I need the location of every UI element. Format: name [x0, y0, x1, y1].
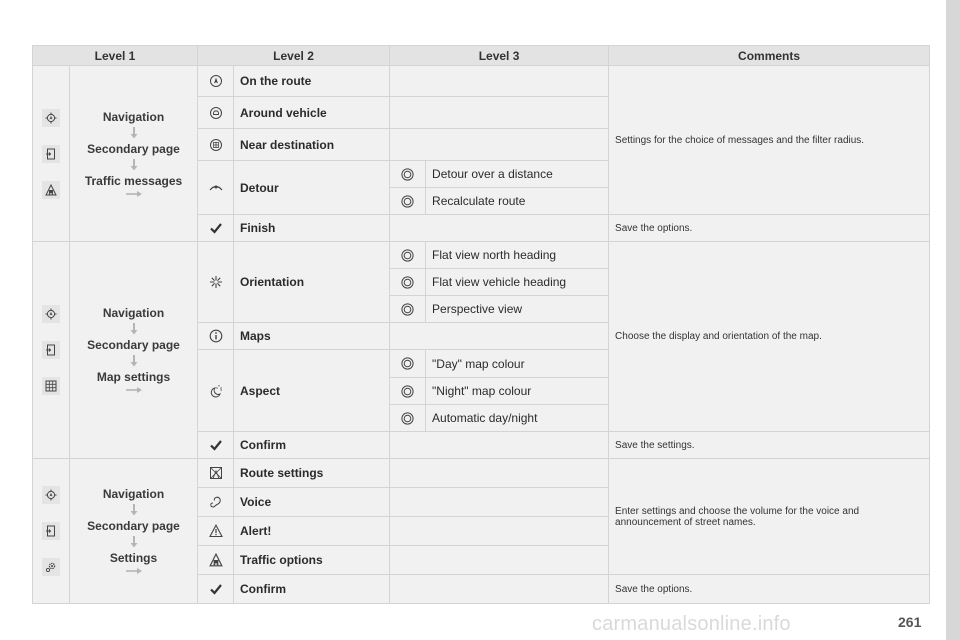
- level2-label: Route settings: [234, 459, 390, 488]
- traffic-icon: [198, 546, 234, 575]
- secondary-page-icon: [42, 341, 60, 359]
- option-icon: [390, 378, 426, 405]
- comment-main: Settings for the choice of messages and the filter radius.: [609, 66, 930, 215]
- header-level3: Level 3: [390, 46, 609, 66]
- level1-menu-path: [70, 459, 198, 604]
- level1-menu-path: [70, 242, 198, 459]
- level1-icons: [33, 242, 70, 459]
- menu-path-item: Traffic messages: [84, 173, 183, 188]
- arrow-right-icon: [125, 386, 143, 394]
- level3-empty: [390, 517, 609, 546]
- watermark: carmanualsonline.info: [592, 613, 791, 635]
- level3-option: Automatic day/night: [426, 405, 609, 432]
- arrow-down-icon: [129, 159, 139, 171]
- option-icon: [390, 188, 426, 215]
- level1-icons: [33, 66, 70, 242]
- level2-label: Around vehicle: [234, 97, 390, 129]
- level2-label: Confirm: [234, 432, 390, 459]
- header-comments: Comments: [609, 46, 930, 66]
- option-icon: [390, 296, 426, 323]
- table-row: [33, 459, 930, 488]
- option-icon: [390, 161, 426, 188]
- level2-label: Traffic options: [234, 546, 390, 575]
- day-night-icon: [198, 350, 234, 432]
- level2-label: Near destination: [234, 129, 390, 161]
- arrow-down-icon: [129, 536, 139, 548]
- traffic-icon: [42, 181, 60, 199]
- level3-empty: [390, 97, 609, 129]
- table-row: [33, 66, 930, 97]
- level3-empty: [390, 575, 609, 604]
- option-icon: [390, 405, 426, 432]
- alert-icon: [198, 517, 234, 546]
- level3-option: Recalculate route: [426, 188, 609, 215]
- level2-label: On the route: [234, 66, 390, 97]
- voice-icon: [198, 488, 234, 517]
- level2-label: Maps: [234, 323, 390, 350]
- arrow-down-icon: [129, 127, 139, 139]
- page-number: 261: [898, 614, 922, 630]
- level3-empty: [390, 546, 609, 575]
- comment-main: Enter settings and choose the volume for the voice and announcement of street names.: [609, 459, 930, 575]
- level1-icons: [33, 459, 70, 604]
- menu-path-item: Map settings: [96, 370, 171, 384]
- table-row: [33, 242, 930, 269]
- level3-empty: [390, 323, 609, 350]
- route-settings-icon: [198, 459, 234, 488]
- header-level2: Level 2: [198, 46, 390, 66]
- menu-path-item: Secondary page: [87, 338, 180, 352]
- level3-empty: [390, 432, 609, 459]
- check-icon: [198, 575, 234, 604]
- level3-empty: [390, 459, 609, 488]
- menu-path-item: Secondary page: [87, 141, 180, 156]
- on-route-icon: [198, 66, 234, 97]
- option-icon: [390, 350, 426, 378]
- level3-option: Flat view vehicle heading: [426, 269, 609, 296]
- comment-main: Choose the display and orientation of the map.: [609, 242, 930, 432]
- check-icon: [198, 432, 234, 459]
- menu-path-item: Navigation: [102, 487, 165, 501]
- arrow-down-icon: [129, 323, 139, 335]
- level2-label: Aspect: [234, 350, 390, 432]
- level2-label: Finish: [234, 215, 390, 242]
- navigation-icon: [42, 109, 60, 127]
- orientation-icon: [198, 242, 234, 323]
- navigation-icon: [42, 305, 60, 323]
- level3-option: Perspective view: [426, 296, 609, 323]
- near-destination-icon: [198, 129, 234, 161]
- level2-label: Voice: [234, 488, 390, 517]
- settings-table: [32, 45, 930, 604]
- level2-label: Orientation: [234, 242, 390, 323]
- level3-option: "Night" map colour: [426, 378, 609, 405]
- menu-path-item: Navigation: [102, 109, 165, 124]
- arrow-down-icon: [129, 355, 139, 367]
- level3-empty: [390, 66, 609, 97]
- level2-label: Alert!: [234, 517, 390, 546]
- around-vehicle-icon: [198, 97, 234, 129]
- check-icon: [198, 215, 234, 242]
- level3-option: Detour over a distance: [426, 161, 609, 188]
- comment-save: Save the options.: [609, 575, 930, 604]
- menu-path-item: Settings: [109, 551, 158, 565]
- level2-label: Confirm: [234, 575, 390, 604]
- info-icon: [198, 323, 234, 350]
- level1-menu-path: [70, 66, 198, 242]
- settings-gear-icon: [42, 558, 60, 576]
- navigation-icon: [42, 486, 60, 504]
- page-edge-bar: [946, 0, 960, 640]
- comment-save: Save the options.: [609, 215, 930, 242]
- secondary-page-icon: [42, 145, 60, 163]
- arrow-right-icon: [125, 190, 143, 198]
- level3-empty: [390, 215, 609, 242]
- level2-label: Detour: [234, 161, 390, 215]
- level3-option: Flat view north heading: [426, 242, 609, 269]
- menu-path-item: Secondary page: [87, 519, 180, 533]
- secondary-page-icon: [42, 522, 60, 540]
- header-level1: Level 1: [33, 46, 198, 66]
- option-icon: [390, 269, 426, 296]
- comment-save: Save the settings.: [609, 432, 930, 459]
- map-grid-icon: [42, 377, 60, 395]
- option-icon: [390, 242, 426, 269]
- header-row: [33, 46, 930, 66]
- arrow-down-icon: [129, 504, 139, 516]
- detour-icon: [198, 161, 234, 215]
- level3-empty: [390, 488, 609, 517]
- arrow-right-icon: [125, 567, 143, 575]
- level3-empty: [390, 129, 609, 161]
- level3-option: "Day" map colour: [426, 350, 609, 378]
- menu-path-item: Navigation: [102, 306, 165, 320]
